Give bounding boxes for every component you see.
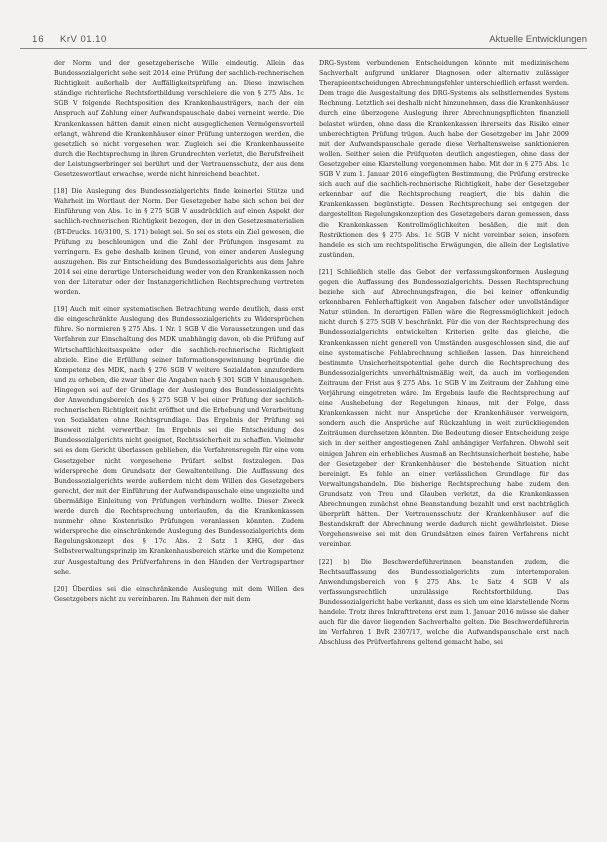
paragraph-number: [19] [54,305,68,314]
paragraph-text: Schließlich stelle das Gebot der verfassungskonformen Auslegung gegen die Auffassung des Bundessozialgerichts. Dessen Rechtsprechung beziehe sich auf Abrechnungsfragen, die bei keiner offenkundig erkennbaren Fehlerhaftigkeit von Angaben falscher oder unvollständiger Natur stünden. In derartigen Fällen wäre die Regressmöglichkeit jedoch nicht durch § 275 SGB V beschränkt. Für die von der Rechtsprechung des Bundessozialgerichts entwickelten Kriterien gelte das gleiche, die Krankenkassen nicht generell von Umständen ausgeschlossen sind, die auf eine systematische Fehlabrechnung schließen lassen. Das hinreichend bestimmte Unsicherheitspotential gehe durch die Rechtsprechung des Bundessozialgerichts unverhältnismäßig weit, da auch im vorliegenden Zeitraum der Frist aus § 275 Abs. 1c SGB V im Zeitraum der Zahlung eine Verjährung eingetreten wäre. Im Ergebnis laufe die Rechtsprechung auf eine Aushebelung der Regelungen hinaus, mit der Folge, dass Krankenkassen nicht nur Ansprüche der Krankenhäuser verweigern, sondern auch die Ansprüche auf Rückzahlung in weit zurückliegenden Zeiträumen durchsetzen könnten. Die Bedeutung dieser Entscheidung zeige sich in der seither angestiegenen Zahl anhängiger Verfahren. Obwohl seit einigen Jahren ein erhebliches Ausmaß an Rechtsunsicherheit bestehe, habe der Gesetzgeber der Krankenhäuser die bestehende Situation nicht bereinigt. Es fehle an einer verlässlichen Grundlage für das Verwaltungshandeln. Die bisherige Rechtsprechung habe zudem den Grundsatz von Treu und Glauben verletzt, da die Krankenkassen Abrechnungen zunächst ohne Beanstandung bezahlt und erst nachträglich überprüft hätten. Der Vertrauensschutz der Krankenhäuser auf die Bestandskraft der Abrechnung werde dadurch nicht gewährleistet. Diese Vorgehensweise sei mit den Grundsätzen eines fairen Verfahrens nicht vereinbar. [319,267,569,549]
journal-name: KrV 01.10 [60,34,107,45]
paragraph-number: [18] [54,187,68,196]
paragraph-text: DRG-System verbundenen Entscheidungen könnte mit medizinischem Sachverhalt aufgrund unklarer Diagnosen oder alternativ zulässiger Therapieentscheidungen Abrechnungsfehler unterschiedlich erfasst werden. Dem trage die Ausgestaltung des DRG-Systems als selbstlernendes System Rechnung. Letztlich sei deshalb nicht hinzunehmen, dass die Krankenhäuser durch eine überzogene Auslegung ihrer Abrechnungspflichten finanziell belastet würden, ohne dass die Krankenkassen ihrerseits das Risiko einer unberechtigten Prüfung trügen. Auch habe der Gesetzgeber im Jahr 2009 mit der Aufwandspauschale gerade diese Verhaltensweise sanktionieren wollen. Seither seien die Prüfquoten deutlich angestiegen, ohne dass der Gesetzgeber eine Klarstellung vorgenommen habe. Mit der in § 275 Abs. 1c SGB V zum 1. Januar 2016 eingefügten Bestimmung, die Prüfung erstrecke sich auch auf die sachlich-rechnerische Richtigkeit, habe der Gesetzgeber erkennbar auf die Rechtsprechung reagiert, die bis dahin die Krankenkassen begünstigte. Dessen Rechtsprechung sei entgegen der dargestellten Regelungskonzeption des Gesetzgebers daran gemessen, dass die Krankenkassen Kontrollmöglichkeiten besäßen, die mit den Restriktionen des § 275 Abs. 1c SGB V nicht vereinbar seien, insofern handele es sich um rechtspolitische Erwägungen, die allein der Legislative zustünden. [319,59,569,259]
paragraph [319,557,569,648]
paragraph [54,304,304,577]
paragraph-text: Überdies sei die einschränkende Auslegung mit dem Willen des Gesetzgebers nicht zu vereinbaren. Im Rahmen der mit dem [54,584,304,603]
running-header [20,34,587,49]
paragraph [54,58,304,179]
paragraph-number: [21] [319,267,333,276]
paragraph-text: Die Auslegung des Bundessozialgerichts finde keinerlei Stütze und Wahrheit im Wortlaut der Norm. Der Gesetzgeber habe sich schon bei der Einführung von Abs. 1c in § 275 SGB V ausdrücklich auf einen Aspekt der sachlich-rechnerischen Richtigkeit bezogen, der in den Gesetzesmaterialien (BT-Drucks. 16/3100, S. 171) belegt sei. So sei es stets ein Ziel gewesen, die Prüfung zu beschleunigen und die Zahl der Prüfungen insgesamt zu verringern. Es gebe deshalb keinen Grund, von einer anderen Auslegung auszugehen. Bis zur Entscheidung des Bundessozialgerichts aus dem Jahre 2014 sei eine derartige Unterscheidung weder von den Krankenkassen noch von der Literatur oder der Instanzgerichtlichen Rechtsprechung vertreten worden. [54,187,304,297]
paragraph-number: [22] [319,557,333,566]
page-number: 16 [32,34,45,45]
left-column [54,58,304,611]
paragraph [54,584,304,604]
paragraph-text: Auch mit einer systematischen Betrachtung werde deutlich, dass erst die eingeschränkte Auslegung des Bundessozialgerichts zu Widersprüchen führe. So normieren § 275 Abs. 1 Nr. 1 SGB V die Voraussetzungen und das Verfahren zur Einschaltung des MDK unabhängig davon, ob die Prüfung auf Wirtschaftlichkeitsaspekte oder die sachlich-rechnerische Richtigkeit abziele. Eine die Erfüllung seiner Informationsgewinnung begründe die Kompetenz des MDK, nach § 276 SGB V weitere Sozialdaten anzufordern und zu erheben, die zwar über die Angaben nach § 301 SGB V hinausgehen. Hingegen sei auf der Grundlage der Auslegung des Bundessozialgerichts der Anwendungsbereich des § 275 SGB V bei einer Prüfung der sachlich-rechnerischen Richtigkeit nicht eröffnet und die Erhebung und Verarbeitung von Sozialdaten ohne Rechtsgrundlage. Das Ergebnis der Prüfung sei insoweit nicht verwertbar. Im Ergebnis sei die Entscheidung des Bundessozialgerichts nicht geeignet, Rechtssicherheit zu schaffen. Vielmehr sei es dem Gericht überlassen geblieben, die Verfahrensregeln für eine vom Gesetzgeber nicht vorgesehene Prüfart selbst festzulegen. Das widerspreche dem Grundsatz der Gewaltenteilung. Die Auffassung des Bundessozialgerichts werde außerdem nicht dem Willen des Gesetzgebers gerecht, der mit der Einführung der Aufwandspauschale eine ungezielte und übermäßige Einleitung von Prüfungen verhindern wollte. Dieser Zweck werde durch die Rechtsprechung unterlaufen, da die Krankenkassen nunmehr ohne Kostenrisiko Prüfungen veranlassen könnten. Zudem widerspreche die einschränkende Auslegung des Bundessozialgerichts dem Regelungskonzept des § 17c Abs. 2 Satz 1 KHG, der das Selbstverwaltungsprinzip im Krankenhausbereich stärke und die Kompetenz zur Ausgestaltung des Prüfverfahrens in den Händen der Vertragspartner sehe. [54,305,304,576]
section-title: Aktuelle Entwicklungen [489,34,587,45]
paragraph [319,267,569,550]
paragraph-text: b) Die Beschwerdeführerinnen beanstanden zudem, die Rechtsauffassung des Bundessozialgerichts zum intertemporalen Anwendungsbereich von § 275 Abs. 1c Satz 4 SGB V als verfassungsrechtlich unzulässige Rechtsfortbildung. Das Bundessozialgericht habe verkannt, dass es sich um eine klarstellende Norm handele. Trotz ihres Inkrafttretens erst zum 1. Januar 2016 müsse sie daher auch für die davor liegenden Sachverhalte gelten. Die Beschwerdeführerin im Verfahren 1 BvR 2307/17, welche die Aufwandspauschale erst nach Abschluss des Prüfverfahrens geltend gemacht habe, sei [319,557,570,647]
paragraph [319,58,569,260]
paragraph-number: [20] [54,584,68,593]
right-column [319,58,569,654]
paragraph [54,186,304,297]
paragraph-text: der Norm und der gesetzgeberische Wille eindeutig. Allein das Bundessozialgericht sehe seit 2014 eine Prüfung der sachlich-rechnerischen Richtigkeit außerhalb der Auffälligkeitsprüfung an. Diese inzwischen ständige richterliche Rechtsfortbildung verschleiere die von § 275 Abs. 1c SGB V folgende Rechtsposition des Krankenhausträgers, nach der ein Anspruch auf Zahlung einer Aufwandspauschale dabei verneint werde. Die Krankenkassen hätten damit einen nicht ausgeglichenen Vermögensvorteil erlangt, während die Krankenhäuser einer Prüfung unterzogen werden, die gesetzlich so nicht vorgesehen war. Zugleich sei die Krankenhausseite durch die Rechtsprechung in ihren Grundrechten verletzt, die Berufsfreiheit der Leistungserbringer sei berührt und der Vertrauensschutz, der aus dem Gesetzeswortlaut erwachse, werde nicht hinreichend beachtet. [54,59,304,179]
body-columns [54,58,579,832]
